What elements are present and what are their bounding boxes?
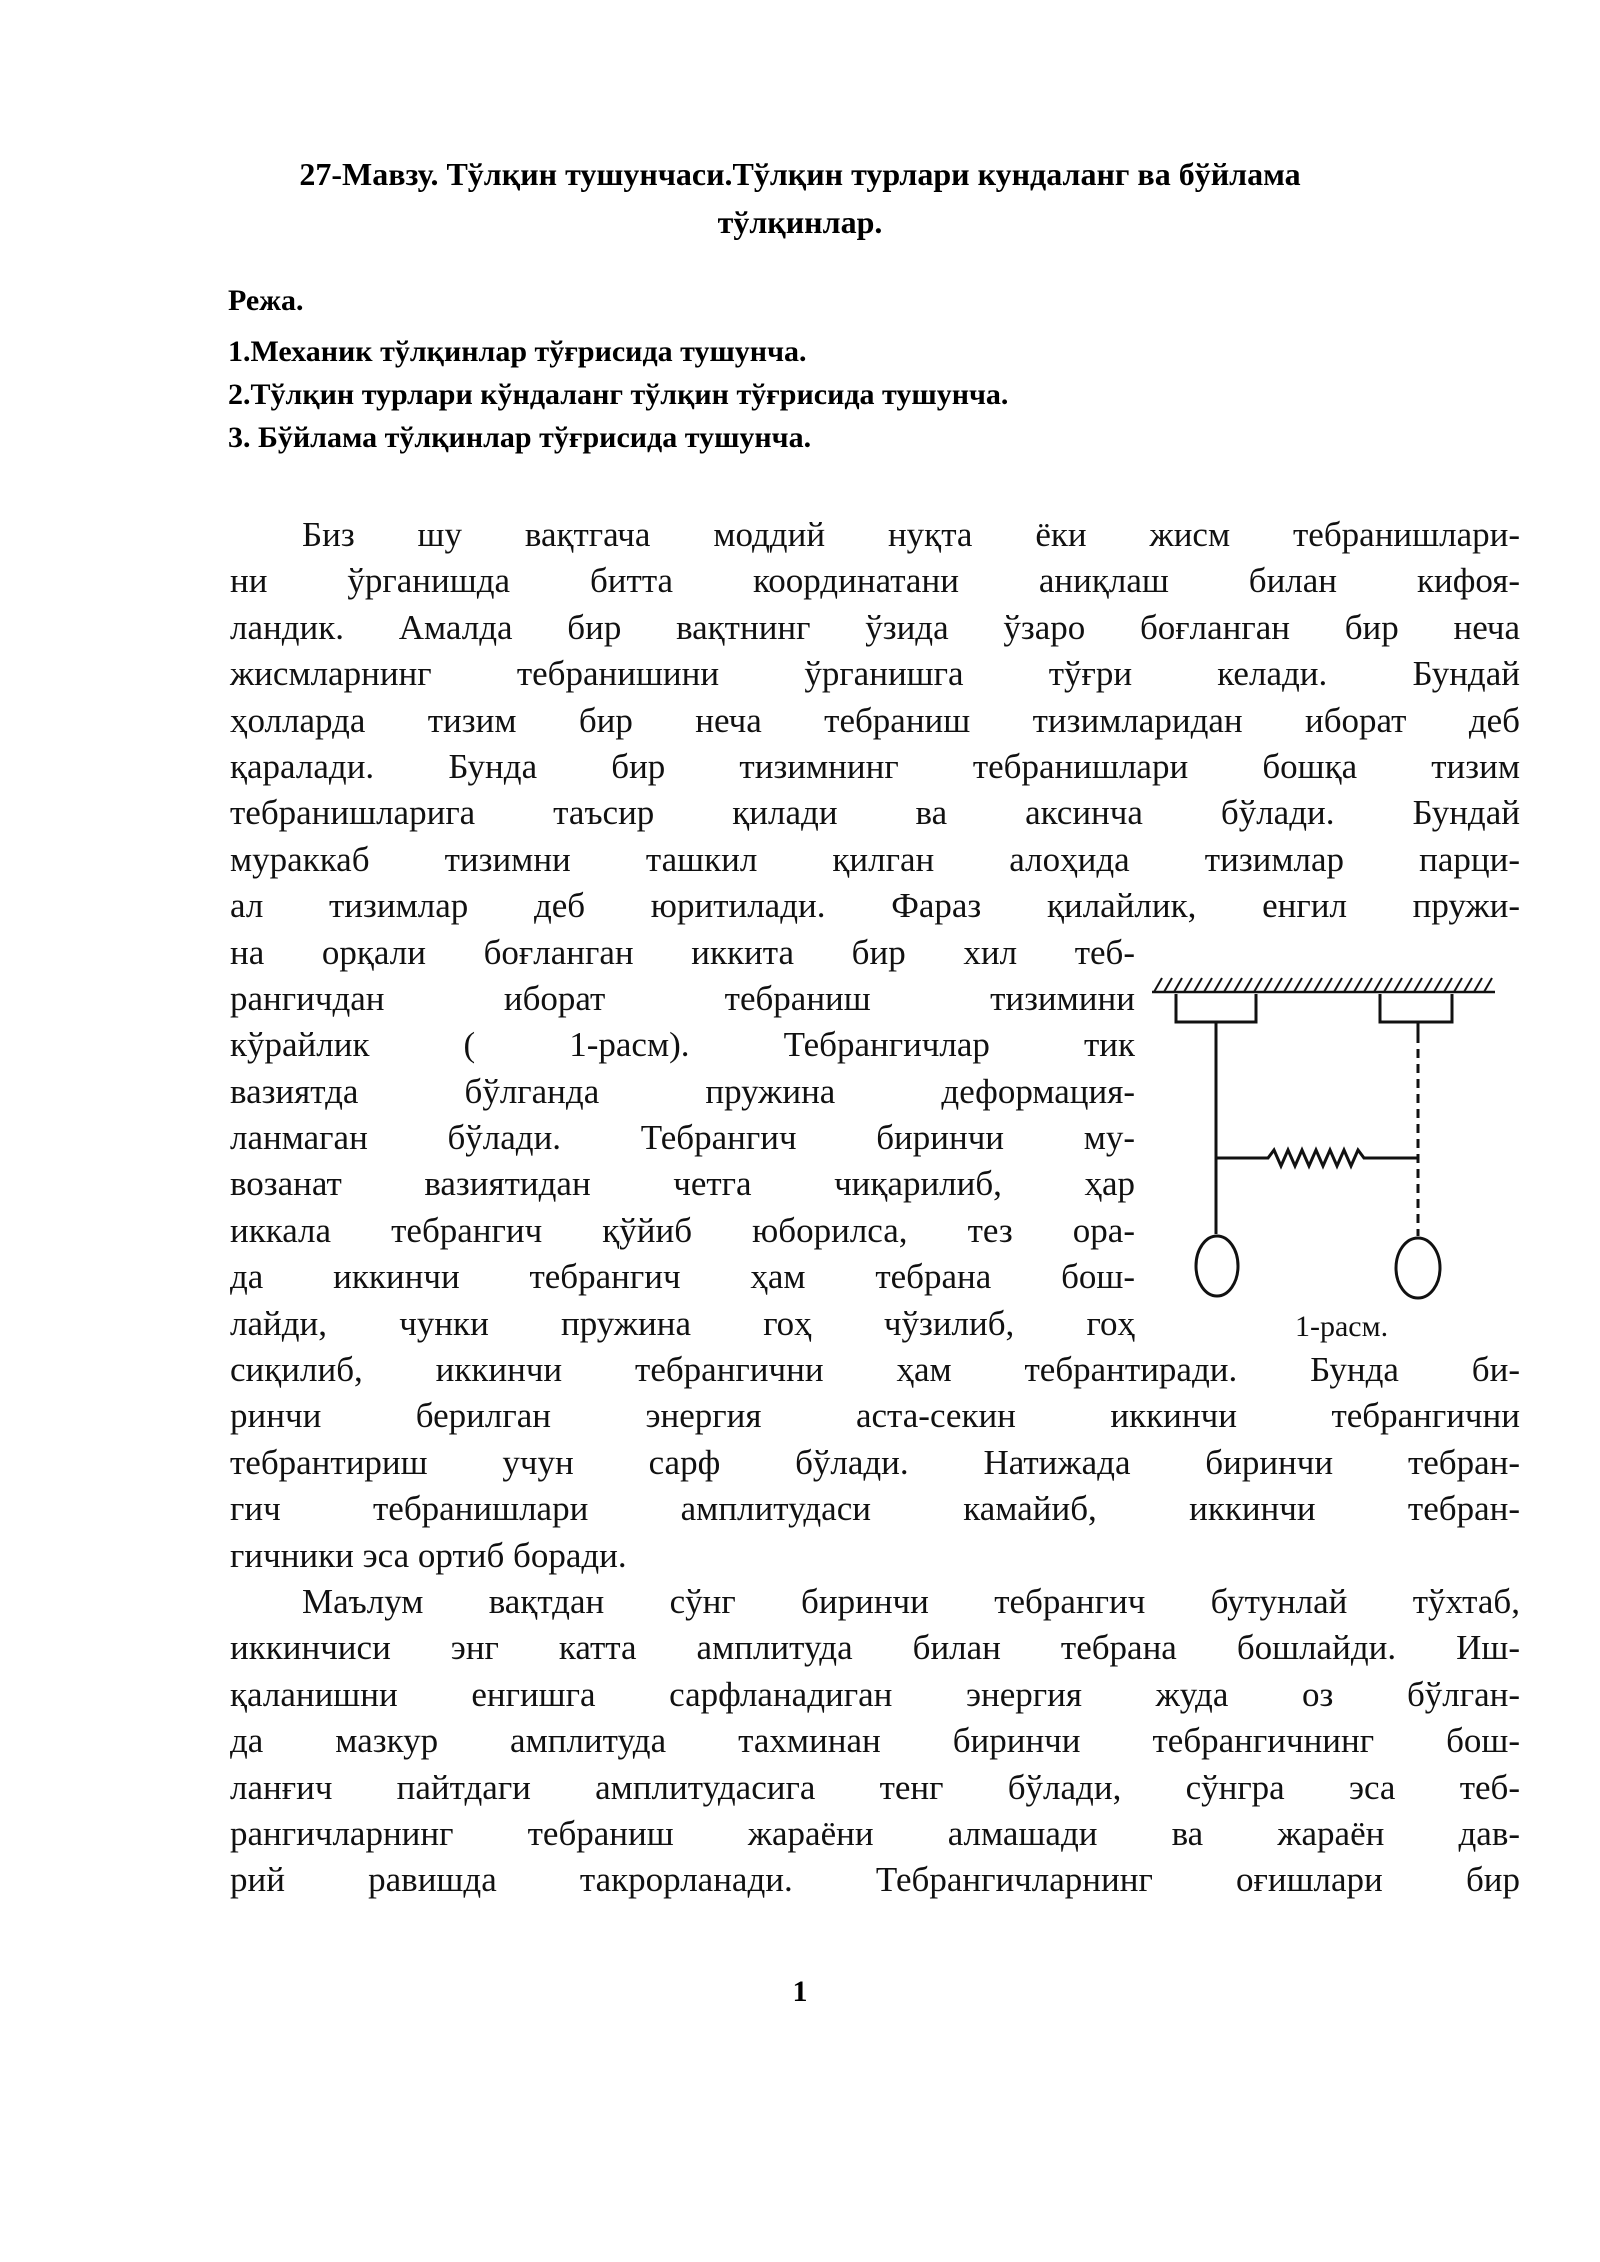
- text-line: возанат вазиятидан четга чиқарилиб, ҳар: [230, 1164, 1135, 1204]
- plan-item: 2.Тўлқин турлари кўндаланг тўлқин тўғрисида тушунча.: [228, 378, 1009, 411]
- text-line: иккинчиси энг катта амплитуда билан тебрана бошлайди. Иш-: [230, 1628, 1520, 1668]
- text-line: ланмаган бўлади. Тебрангич биринчи му-: [230, 1118, 1135, 1158]
- text-line: Биз шу вақтгача моддий нуқта ёки жисм тебранишлари-: [302, 515, 1520, 554]
- plan-item: 3. Бўйлама тўлқинлар тўғрисида тушунча.: [228, 421, 812, 454]
- text-line: ринчи берилган энергия аста-секин иккинчи тебрангични: [230, 1396, 1520, 1436]
- text-line: қаралади. Бунда бир тизимнинг тебранишлари бошқа тизим: [230, 746, 1520, 786]
- text-line: қаланишни енгишга сарфланадиган энергия жуда оз бўлган-: [230, 1674, 1520, 1714]
- text-line: да иккинчи тебрангич ҳам тебрана бош-: [230, 1257, 1135, 1297]
- text-line: гич тебранишлари амплитудаси камайиб, иккинчи тебран-: [230, 1489, 1520, 1529]
- coupling-spring: [1216, 1150, 1418, 1166]
- text-line: рий равишда такрорланади. Тебрангичларнинг оғишлари бир: [230, 1860, 1520, 1900]
- title-line-2: тўлқинлар.: [717, 204, 883, 240]
- text-line: сиқилиб, иккинчи тебрангични ҳам тебрантиради. Бунда би-: [230, 1350, 1520, 1390]
- text-line: да мазкур амплитуда тахминан биринчи тебрангичнинг бош-: [230, 1721, 1520, 1761]
- text-line: Маълум вақтдан сўнг биринчи тебрангич бутунлай тўхтаб,: [302, 1581, 1520, 1621]
- text-line: на орқали боғланган иккита бир хил теб-: [230, 932, 1135, 972]
- text-line: гичники эса ортиб боради.: [230, 1535, 627, 1575]
- text-line: ландик. Амалда бир вақтнинг ўзида ўзаро боғланган бир неча: [230, 607, 1520, 647]
- plan-heading: Режа.: [228, 284, 304, 317]
- text-line: ни ўрганишда битта координатани аниқлаш билан кифоя-: [230, 561, 1520, 601]
- coupled-pendulums-diagram: [1150, 972, 1520, 1352]
- text-line: тебрантириш учун сарф бўлади. Натижада биринчи тебран-: [230, 1442, 1520, 1482]
- left-bracket: [1176, 994, 1256, 1022]
- page-number: 1: [792, 1975, 808, 2008]
- text-line: ал тизимлар деб юритилади. Фараз қилайлик, енгил пружи-: [230, 886, 1520, 926]
- text-line: жисмларнинг тебранишини ўрганишга тўғри келади. Бундай: [230, 654, 1520, 694]
- plan-list: [228, 330, 1008, 459]
- figure-caption: 1-расм.: [1295, 1310, 1389, 1343]
- coupled-pendulums-figure: [1150, 972, 1520, 1352]
- title-line-1: 27-Мавзу. Тўлқин тушунчаси.Тўлқин турлари кундаланг ва бўйлама: [299, 156, 1301, 192]
- text-line: ҳолларда тизим бир неча тебраниш тизимларидан иборат деб: [230, 700, 1520, 740]
- ceiling-support: [1152, 978, 1495, 992]
- text-line: мураккаб тизимни ташкил қилган алоҳида тизимлар парци-: [230, 839, 1520, 879]
- text-line: кўрайлик ( 1-расм). Тебрангичлар тик: [230, 1025, 1135, 1065]
- text-line: ланғич пайтдаги амплитудасига тенг бўлади, сўнгра эса теб-: [230, 1767, 1520, 1807]
- right-pendulum-bob: [1396, 1238, 1440, 1298]
- left-pendulum-bob: [1196, 1236, 1238, 1296]
- text-line: вазиятда бўлганда пружина деформация-: [230, 1071, 1135, 1111]
- text-line: тебранишларига таъсир қилади ва аксинча бўлади. Бундай: [230, 793, 1520, 833]
- right-bracket: [1380, 994, 1452, 1022]
- text-line: рангичларнинг тебраниш жараёни алмашади ва жараён дав-: [230, 1813, 1520, 1853]
- text-line: рангичдан иборат тебраниш тизимини: [230, 978, 1135, 1018]
- page-title: [220, 150, 1380, 246]
- plan-item: 1.Механик тўлқинлар тўғрисида тушунча.: [228, 335, 807, 368]
- text-line: иккала тебрангич қўйиб юборилса, тез ора-: [230, 1210, 1135, 1250]
- text-line: лайди, чунки пружина гоҳ чўзилиб, гоҳ: [230, 1303, 1135, 1343]
